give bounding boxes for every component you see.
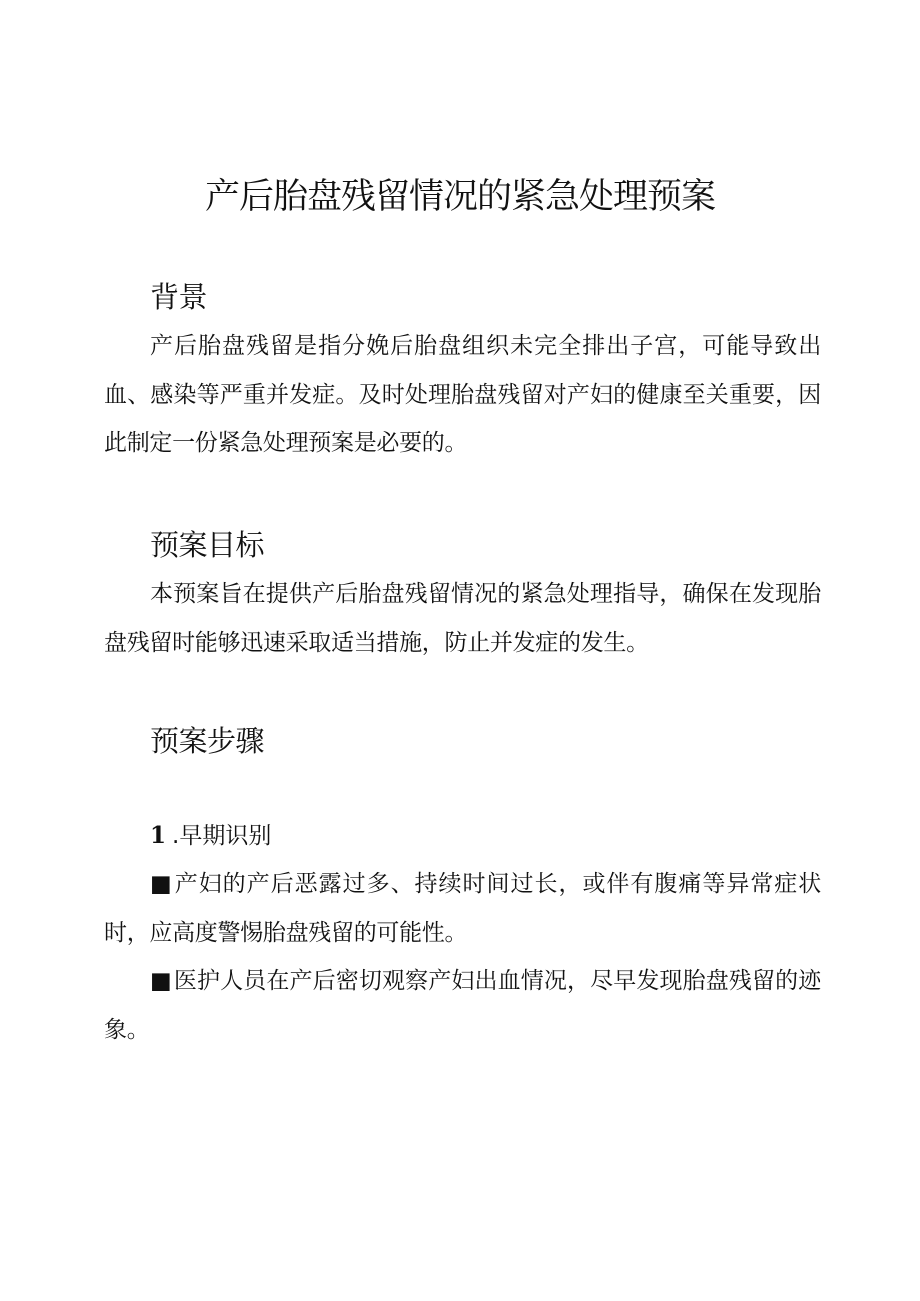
section-heading-background: 背景 [150, 280, 208, 314]
bullet-text: 医护人员在产后密切观察产妇出血情况，尽早发现胎盘残留的迹象。 [104, 968, 821, 1043]
section-heading-goal: 预案目标 [150, 528, 265, 562]
square-bullet-icon: ■ [150, 968, 172, 994]
background-paragraph: 产后胎盘残留是指分娩后胎盘组织未完全排出子宫，可能导致出血、感染等严重并发症。及时处理胎盘残留对产妇的健康至关重要，因此制定一份紧急处理预案是必要的。 [104, 333, 821, 456]
section-heading-steps: 预案步骤 [150, 724, 265, 758]
step-1-title: .早期识别 [172, 823, 272, 849]
step-1-number: 1 [150, 822, 167, 849]
document-title: 产后胎盘残留情况的紧急处理预案 [204, 177, 715, 217]
step-1-bullet [104, 957, 821, 1054]
step-1-heading [150, 821, 271, 851]
step-1-bullet [104, 860, 821, 957]
square-bullet-icon: ■ [150, 871, 173, 897]
bullet-text: 产妇的产后恶露过多、持续时间过长，或伴有腹痛等异常症状时，应高度警惕胎盘残留的可能性。 [104, 871, 821, 946]
goal-paragraph: 本预案旨在提供产后胎盘残留情况的紧急处理指导，确保在发现胎盘残留时能够迅速采取适当措施，防止并发症的发生。 [104, 581, 821, 656]
